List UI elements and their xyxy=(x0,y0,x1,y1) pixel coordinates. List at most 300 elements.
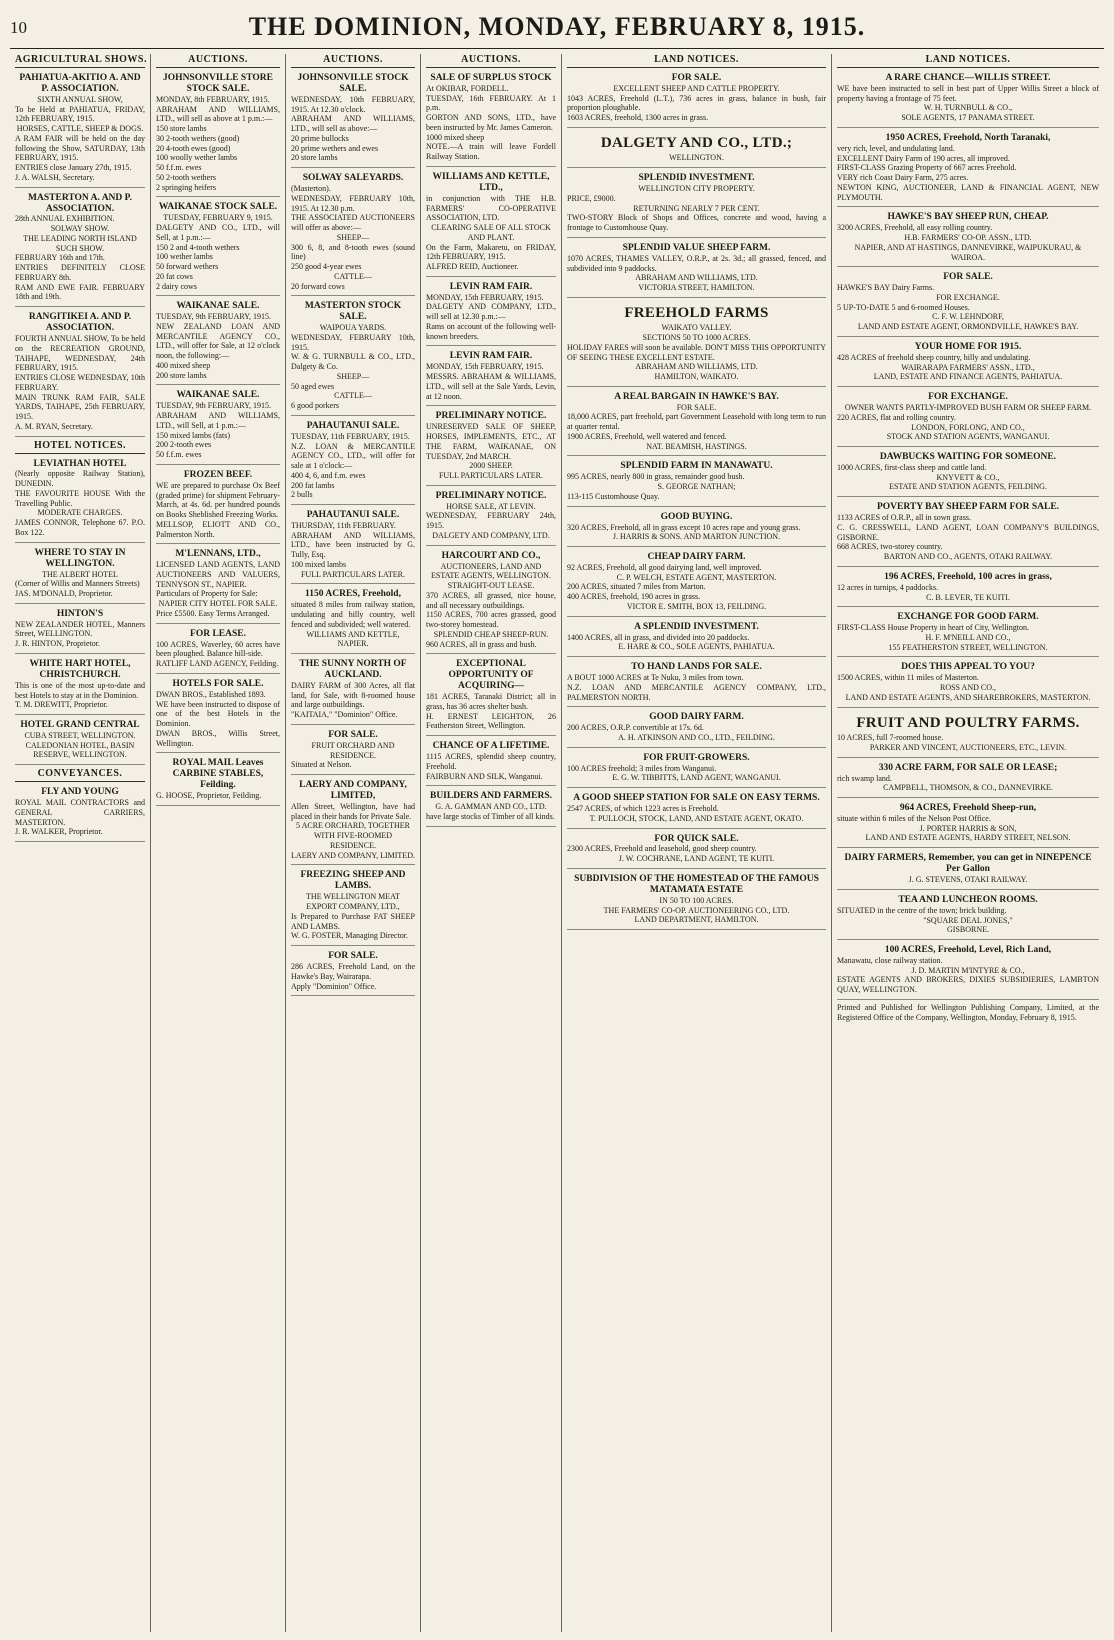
col5-ad xyxy=(567,241,826,298)
ad-title: EXCEPTIONAL OPPORTUNITY OF ACQUIRING— xyxy=(448,659,534,692)
ad-line: 668 ACRES, two-storey country. xyxy=(837,542,943,552)
column-3 xyxy=(286,54,421,1632)
ad-line: DALGETY AND COMPANY, LTD., will sell at 12.30 p.m.:— xyxy=(426,302,556,322)
ad-line: EXCELLENT Dairy Farm of 190 acres, all improved. xyxy=(837,153,1010,163)
ad-line: MESSRS. ABRAHAM & WILLIAMS, LTD., will sell at the Sale Yards, Levin, at 12 noon. xyxy=(426,372,556,401)
ad-line: J. D. MARTIN M'INTYRE & CO., xyxy=(911,965,1025,975)
col3-ad xyxy=(291,778,415,865)
ad-title: CHANCE OF A LIFETIME. xyxy=(432,741,550,752)
ad-line: 50 f.f.m. ewes xyxy=(156,450,202,460)
ad-line: CLEARING SALE OF ALL STOCK AND PLANT. xyxy=(431,223,551,242)
ad-line: (Corner of Willis and Manners Streets) xyxy=(15,579,140,589)
col3-ad xyxy=(291,868,415,946)
ad-line: STRAIGHT-OUT LEASE. xyxy=(447,581,535,591)
col2-ad xyxy=(156,547,280,623)
ad-line: G. HOOSE, Proprietor, Feilding. xyxy=(156,791,262,801)
ad-title: 1150 ACRES, Freehold, xyxy=(305,589,401,600)
ad-line: At OKIBAR, FORDELL. xyxy=(426,83,509,93)
ad-line: CATTLE— xyxy=(334,391,372,401)
col6-ad xyxy=(837,851,1099,890)
ad-line: CUBA STREET, WELLINGTON. xyxy=(24,730,136,740)
ad-line: DWAN BROS., Willis Street, Wellington. xyxy=(156,728,280,748)
ad-line: WE are prepared to purchase Ox Beef (graded prime) for shipment February-March, at 4s. 6d. per hundred pounds on Books Sheblished Freezing Works. xyxy=(156,480,280,520)
hotel-ad xyxy=(15,546,145,604)
ad-title: WAIKANAE STOCK SALE. xyxy=(158,202,278,213)
ad-line: WE have been instructed to dispose of one of the best Hotels in the Dominion. xyxy=(156,699,280,729)
col6-ad xyxy=(837,450,1099,497)
ad-line: SHEEP— xyxy=(336,371,370,381)
columns-container xyxy=(10,54,1104,1632)
ad-line: 428 ACRES of freehold sheep country, hilly and undulating. xyxy=(837,352,1031,362)
ad-line: 200 store lambs xyxy=(156,370,207,380)
ad-line: THE FAVOURITE HOUSE With the Travelling Public. xyxy=(15,488,145,508)
col6-ad xyxy=(837,801,1099,848)
ad-line: 200 fat lambs xyxy=(291,480,335,490)
ad-line: S. GEORGE NATHAN; xyxy=(657,482,736,492)
ad-title: FOR SALE. xyxy=(328,951,378,962)
col4-ad xyxy=(426,349,556,406)
ad-line: FOURTH ANNUAL SHOW, To be held on the RECREATION GROUND, TAIHAPE, WEDNESDAY, 24th FEBRUARY, 1915. xyxy=(15,334,145,373)
ad-title: WHERE TO STAY IN WELLINGTON. xyxy=(34,547,126,569)
ad-line: 20 prime bullocks xyxy=(291,133,349,143)
ad-title: MASTERTON STOCK SALE. xyxy=(304,301,402,323)
ad-line: ESTATE AGENTS AND BROKERS, DIXIES SUBSIDIERIES, LAMBTON QUAY, WELLINGTON. xyxy=(837,975,1099,995)
ad-line: 300 6, 8, and 8-tooth ewes (sound line) xyxy=(291,242,415,262)
ad-title: DALGETY AND CO., LTD.; xyxy=(600,134,793,151)
ad-line: ESTATE AND STATION AGENTS, FEILDING. xyxy=(889,482,1047,492)
ad-line: LAND AND ESTATE AGENTS, AND SHAREBROKERS, MASTERTON. xyxy=(845,692,1091,702)
ad-line: LAND, ESTATE AND FINANCE AGENTS, PAHIATUA. xyxy=(873,372,1063,382)
ad-line: Price £5500. Easy Terms Arranged. xyxy=(156,608,270,618)
column-5 xyxy=(562,54,832,1632)
ad-line: WELLINGTON CITY PROPERTY. xyxy=(638,184,755,194)
col3-ad xyxy=(291,587,415,654)
ad-line: FULL PARTICULARS LATER. xyxy=(438,471,544,481)
ad-line: 12 acres in turnips, 4 paddocks. xyxy=(837,582,939,592)
ad-title: PAHAUTANUI SALE. xyxy=(306,510,400,521)
col2-ad xyxy=(156,756,280,806)
masthead xyxy=(10,8,1104,49)
ad-line: ABRAHAM AND WILLIAMS, LTD., will sell as above at 1 p.m.:— xyxy=(156,104,280,124)
ad-line: EXCELLENT SHEEP AND CATTLE PROPERTY. xyxy=(613,83,780,93)
col6-ad xyxy=(837,711,1099,758)
ad-line: J. R. WALKER, Proprietor. xyxy=(15,827,103,837)
ad-line: 286 ACRES, Freehold Land, on the Hawke's Bay, Wairarapa. xyxy=(291,962,415,981)
ad-line: GISBORNE. xyxy=(946,925,989,935)
hotel-ad xyxy=(15,457,145,543)
col1-ad xyxy=(15,191,145,308)
col5-ad xyxy=(567,71,826,128)
ad-line: 2000 SHEEP. xyxy=(469,461,513,471)
col2-ad xyxy=(156,677,280,753)
col4-ad xyxy=(426,489,556,546)
ad-title: LAERY AND COMPANY, LIMITED, xyxy=(299,780,407,802)
ad-line: CAMPBELL, THOMSON, & CO., DANNEVIRKE. xyxy=(883,783,1053,793)
col5-ad xyxy=(567,390,826,457)
ad-line: THE LEADING NORTH ISLAND SUCH SHOW. xyxy=(23,233,137,253)
ad-line: FRUIT ORCHARD AND RESIDENCE. xyxy=(311,740,395,760)
ad-line: 50 forward wethers xyxy=(156,262,219,272)
ad-line: WEDNESDAY, FEBRUARY 24th, 1915. xyxy=(426,511,556,531)
ad-line: SOLE AGENTS, 17 PANAMA STREET. xyxy=(901,113,1035,123)
ad-line: 100 ACRES, Waverley, 60 acres have been ploughed. Balance hill-side. xyxy=(156,639,280,659)
ad-line: NOTE.—A train will leave Fordell Railway Station. xyxy=(426,142,556,162)
ad-line: LAND AND ESTATE AGENTS, HARDY STREET, NELSON. xyxy=(865,833,1071,843)
col3-ad xyxy=(291,71,415,168)
hotel-ad xyxy=(15,607,145,654)
col6-ad xyxy=(837,210,1099,267)
ad-line: VICTORIA STREET, HAMILTON. xyxy=(638,283,755,293)
ad-title: M'LENNANS, LTD., xyxy=(175,549,261,560)
ad-line: JAMES CONNOR, Telephone 67. P.O. Box 122. xyxy=(15,518,145,537)
ad-line: DALGETY AND CO., LTD., will Sell, at 1 p.m.:— xyxy=(156,223,280,242)
ad-line: 995 ACRES, nearly 800 in grass, remainder good bush. xyxy=(567,472,745,482)
ad-line: 320 ACRES, Freehold, all in grass except 10 acres rape and young grass. xyxy=(567,522,801,532)
ad-line: situate within 6 miles of the Nelson Post Office. xyxy=(837,813,991,823)
ad-line: 370 ACRES, all grassed, nice house, and all necessary outbuildings. xyxy=(426,590,556,610)
ad-line: Particulars of Property for Sale: xyxy=(156,589,258,599)
ad-line: RATLIFF LAND AGENCY, Feilding. xyxy=(156,659,279,669)
ad-line: J. PORTER HARRIS & SON, xyxy=(919,823,1017,833)
ad-line: ABRAHAM AND WILLIAMS, LTD., will sell as above:— xyxy=(291,114,415,134)
ad-line: WEDNESDAY, 10th FEBRUARY, 1915. At 12.30 o'clock. xyxy=(291,94,415,114)
ad-line: 150 mixed lambs (fats) xyxy=(156,430,230,440)
col5-ad xyxy=(567,131,826,168)
ad-line: DWAN BROS., Established 1893. xyxy=(156,689,266,699)
ad-line: Manawatu, close railway station. xyxy=(837,955,943,965)
ad-line: LAND DEPARTMENT, HAMILTON. xyxy=(634,915,759,925)
ad-line: in conjunction with THE H.B. FARMERS' CO-OPERATIVE ASSOCIATION, LTD. xyxy=(426,193,556,223)
ad-line: 200 ACRES, situated 7 miles from Marton. xyxy=(567,582,706,592)
ad-line: PARKER AND VINCENT, AUCTIONEERS, ETC., LEVIN. xyxy=(869,742,1067,752)
col5-ad xyxy=(567,550,826,617)
ad-line: GORTON AND SONS, LTD., have been instructed by Mr. James Cameron. xyxy=(426,113,556,132)
col5-ad xyxy=(567,660,826,707)
ad-line: situated 8 miles from railway station, undulating and hilly country, well fenced and subdivided; well watered. xyxy=(291,600,415,629)
ad-title: FOR FRUIT-GROWERS. xyxy=(643,752,750,763)
ad-title: HAWKE'S BAY SHEEP RUN, CHEAP. xyxy=(887,212,1049,223)
ad-line: 1500 ACRES, within 11 miles of Masterton. xyxy=(837,673,979,683)
ad-title: LEVIN RAM FAIR. xyxy=(449,281,533,292)
ad-line: BARTON AND CO., AGENTS, OTAKI RAILWAY. xyxy=(883,552,1053,562)
col4-ad xyxy=(426,409,556,485)
ad-line: A RAM FAIR will be held on the day following the Show, SATURDAY, 13th FEBRUARY, 1915. xyxy=(15,133,145,163)
ad-line: MELLSOP, ELIOTT AND CO., Palmerston North. xyxy=(156,519,280,539)
ad-line: This is one of the most up-to-date and best Hotels to stay at in the Dominion. xyxy=(15,680,145,700)
ad-line: THE WELLINGTON MEAT EXPORT COMPANY, LTD., xyxy=(306,892,400,912)
ad-title: FREEHOLD FARMS xyxy=(624,304,769,321)
ad-line: THE ASSOCIATED AUCTIONEERS will offer as above:— xyxy=(291,213,415,233)
ad-title: THE SUNNY NORTH OF AUCKLAND. xyxy=(299,659,407,681)
col5-ad xyxy=(567,791,826,828)
ad-line: ABRAHAM AND WILLIAMS, LTD., have been instructed by G. Tully, Esq. xyxy=(291,530,415,560)
ad-title: FLY AND YOUNG xyxy=(41,787,119,798)
ad-line: 1133 ACRES of O.R.P., all in sown grass. xyxy=(837,513,971,523)
ad-line: WEDNESDAY, FEBRUARY 10th, 1915. At 12.30 p.m. xyxy=(291,193,415,213)
ad-line: 100 ACRES freehold; 3 miles from Wanganui. xyxy=(567,763,717,773)
ad-title: SPLENDID INVESTMENT. xyxy=(638,173,755,184)
ad-line: MONDAY, 15th FEBRUARY, 1915. xyxy=(426,292,544,302)
col5-ad xyxy=(567,459,826,506)
ad-line: 181 ACRES, Taranaki District; all in grass, has 36 acres shelter bush. xyxy=(426,692,556,711)
ad-title: MASTERTON A. AND P. ASSOCIATION. xyxy=(28,192,132,214)
ad-title: 100 ACRES, Freehold, Level, Rich Land, xyxy=(884,945,1052,955)
col3-ad xyxy=(291,171,415,296)
ad-line: 1070 ACRES, THAMES VALLEY, O.R.P., at 2s. 3d.; all grassed, fenced, and subdivided into 9 paddocks. xyxy=(567,253,826,273)
ad-line: ABRAHAM AND WILLIAMS, LTD. xyxy=(635,273,758,283)
column-2 xyxy=(151,54,286,1632)
ad-title: DAWBUCKS WAITING FOR SOMEONE. xyxy=(879,452,1057,463)
ad-title: DAIRY FARMERS, Remember, you can get in NINEPENCE Per Gallon xyxy=(844,853,1092,875)
ad-line: 20 forward cows xyxy=(291,281,345,291)
col2-ad xyxy=(156,627,280,674)
ad-line: UNRESERVED SALE OF SHEEP, HORSES, IMPLEMENTS, ETC., AT THE FARM, WAIKANAE, ON TUESDAY, 2nd MARCH. xyxy=(426,422,556,461)
col5-ad xyxy=(567,710,826,747)
ad-line: WE have been instructed to sell in best part of Upper Willis Street a block of property having a frontage of 75 feet. xyxy=(837,83,1099,103)
ad-title: EXCHANGE FOR GOOD FARM. xyxy=(897,612,1039,623)
col2-ad xyxy=(156,299,280,385)
ad-title: JOHNSONVILLE STORE STOCK SALE. xyxy=(163,73,273,94)
ad-title: FOR SALE. xyxy=(671,73,722,83)
ad-line: 5 ACRE ORCHARD, TOGETHER WITH FIVE-ROOMED RESIDENCE. xyxy=(296,821,410,850)
ad-line: MAIN TRUNK RAM FAIR, SALE YARDS, TAIHAPE, 25th FEBRUARY, 1915. xyxy=(15,392,145,422)
ad-line: A. H. ATKINSON AND CO., LTD., FEILDING. xyxy=(618,732,775,742)
ad-line: ENTRIES DEFINITELY CLOSE FEBRUARY 8th. xyxy=(15,263,145,282)
ad-title: SOLWAY SALEYARDS. xyxy=(302,173,404,184)
ad-line: NEW ZEALAND LOAN AND MERCANTILE AGENCY CO., LTD., will offer for Sale, at 12 o'clock noon, the following:— xyxy=(156,321,280,361)
hotel-ad xyxy=(15,718,145,765)
ad-title: FOR QUICK SALE. xyxy=(654,833,739,844)
ad-line: Situated at Nelson. xyxy=(291,760,352,770)
ad-line: PRICE, £9000. xyxy=(567,193,616,203)
ad-line: 50 2-tooth wethers xyxy=(156,172,216,182)
col5-ad xyxy=(567,832,826,869)
ad-title: FOR SALE. xyxy=(328,729,378,740)
ad-line: 2 springing heifers xyxy=(156,182,216,192)
ad-line: FIRST-CLASS House Property in heart of City, Wellington. xyxy=(837,623,1029,633)
ad-line: ENTRIES close January 27th, 1915. xyxy=(15,163,132,173)
ad-line: 30 2-tooth wethers (good) xyxy=(156,133,240,143)
ad-line: NEWTON KING, AUCTIONEER, LAND & FINANCIAL AGENT, NEW PLYMOUTH. xyxy=(837,182,1099,202)
ad-title: PRELIMINARY NOTICE. xyxy=(435,490,547,501)
ad-line: ENTRIES CLOSE WEDNESDAY, 10th FEBRUARY. xyxy=(15,373,145,392)
column-heading: AUCTIONS. xyxy=(426,54,556,68)
ad-line: 28th ANNUAL EXHIBITION. xyxy=(15,214,115,224)
ad-line: ROYAL MAIL CONTRACTORS and GENERAL CARRIERS, MASTERTON. xyxy=(15,798,145,827)
col6-ad xyxy=(837,943,1099,1000)
ad-line: TWO-STORY Block of Shops and Offices, concrete and wood, having a frontage to Customhouse Quay. xyxy=(567,213,826,233)
ad-line: HORSES, CATTLE, SHEEP & DOGS. xyxy=(16,124,144,134)
ad-line: Allen Street, Wellington, have had placed in their hands for Private Sale. xyxy=(291,801,415,821)
ad-line: C. P. WELCH, ESTATE AGENT, MASTERTON. xyxy=(616,572,777,582)
ad-line: WILLIAMS AND KETTLE, NAPIER. xyxy=(306,629,400,649)
ad-line: E. G. W. TIBBITTS, LAND AGENT, WANGANUI. xyxy=(612,773,781,783)
ad-line: 1115 ACRES, splendid sheep country, Freehold. xyxy=(426,752,556,771)
ad-line: 50 f.f.m. ewes xyxy=(156,163,202,173)
ad-line: 100 mixed lambs xyxy=(291,559,347,569)
ad-line: have large stocks of Timber of all kinds. xyxy=(426,811,555,821)
col4-ad xyxy=(426,170,556,277)
ad-title: HARCOURT AND CO., xyxy=(441,550,541,561)
ad-title: TO HAND LANDS FOR SALE. xyxy=(631,662,762,673)
ad-title: 1950 ACRES, Freehold, North Taranaki, xyxy=(885,132,1051,143)
col2-ad xyxy=(156,200,280,296)
ad-line: FOR EXCHANGE. xyxy=(936,292,1000,302)
ad-line: CATTLE— xyxy=(334,271,372,281)
column-heading: AUCTIONS. xyxy=(291,54,415,68)
newspaper-title: THE DOMINION, MONDAY, FEBRUARY 8, 1915. xyxy=(248,12,866,41)
ad-line: "SQUARE DEAL JONES," xyxy=(923,915,1013,925)
ad-title: A GOOD SHEEP STATION FOR SALE ON EASY TERMS. xyxy=(573,793,820,804)
ad-line: WAIKATO VALLEY. xyxy=(661,323,732,333)
ad-title: FOR EXCHANGE. xyxy=(928,392,1008,403)
ad-line: 113-115 Customhouse Quay. xyxy=(567,491,660,501)
ad-title: FREEZING SHEEP AND LAMBS. xyxy=(300,870,406,892)
ad-title: TEA AND LUNCHEON ROOMS. xyxy=(898,894,1038,905)
col3-ad xyxy=(291,728,415,775)
ad-line: 400 4, 6, and f.m. ewes xyxy=(291,470,366,480)
ad-line: FIRST-CLASS Grazing Property of 667 acres Freehold. xyxy=(837,163,1017,173)
ad-line: OWNER WANTS PARTLY-IMPROVED BUSH FARM OR SHEEP FARM. xyxy=(844,403,1092,413)
ad-line: HAWKE'S BAY Dairy Farms. xyxy=(837,283,935,293)
ad-title: HINTON'S xyxy=(56,608,104,619)
ad-line: LICENSED LAND AGENTS, LAND AUCTIONEERS AND VALUERS, TENNYSON ST., NAPIER. xyxy=(156,560,280,589)
col6-ad xyxy=(837,660,1099,707)
ad-line: RAM AND EWE FAIR. FEBRUARY 18th and 19th. xyxy=(15,282,145,302)
ad-line: W. G. FOSTER, Managing Director. xyxy=(291,931,409,941)
ad-title: FRUIT AND POULTRY FARMS. xyxy=(856,714,1080,731)
col3-ad xyxy=(291,949,415,996)
ad-line: 5 UP-TO-DATE 5 and 6-roomed Houses. xyxy=(837,302,970,312)
ad-title: WHITE HART HOTEL, CHRISTCHURCH. xyxy=(29,658,131,680)
col5-ad xyxy=(567,751,826,788)
conveyance-ad xyxy=(15,785,145,842)
column-heading: LAND NOTICES. xyxy=(567,54,826,68)
ad-line: 2 dairy cows xyxy=(156,281,197,291)
newspaper-page xyxy=(10,8,1104,1632)
ad-line: 220 ACRES, flat and rolling country. xyxy=(837,412,956,422)
col6-ad xyxy=(837,340,1099,387)
ad-title: A REAL BARGAIN IN HAWKE'S BAY. xyxy=(614,391,779,402)
ad-line: A. M. RYAN, Secretary. xyxy=(15,421,93,431)
ad-line: J. HARRIS & SONS. AND MARTON JUNCTION. xyxy=(612,532,781,542)
ad-title: POVERTY BAY SHEEP FARM FOR SALE. xyxy=(876,502,1060,513)
ad-line: To be Held at PAHIATUA, FRIDAY, 12th FEBRUARY, 1915. xyxy=(15,104,145,124)
ad-line: J. G. STEVENS, OTAKI RAILWAY. xyxy=(908,875,1028,885)
ad-line: (Nearly opposite Railway Station), DUNEDIN. xyxy=(15,469,145,489)
ad-line: AUCTIONEERS, LAND AND ESTATE AGENTS, WELLINGTON. xyxy=(431,561,551,581)
ad-line: 10 ACRES, full 7-roomed house. xyxy=(837,733,944,743)
ad-line: 6 good porkers xyxy=(291,401,339,411)
col2-ad xyxy=(156,388,280,464)
col4-ad xyxy=(426,549,556,655)
ad-line: "KAITAIA," "Dominion" Office. xyxy=(291,710,398,720)
ad-line: J. A. WALSH, Secretary. xyxy=(15,172,95,182)
ad-title: LEVIATHAN HOTEL xyxy=(33,458,127,469)
ad-line: DAIRY FARM of 300 Acres, all flat land, for Sale, with 8-roomed house and large outbuildings. xyxy=(291,680,415,710)
ad-title: FOR SALE. xyxy=(943,272,993,283)
ad-line: WELLINGTON. xyxy=(669,153,724,163)
ad-line: T. M. DREWITT, Proprietor. xyxy=(15,700,108,710)
ad-line: LONDON, FORLONG, AND CO., xyxy=(911,422,1025,432)
col6-ad xyxy=(837,131,1099,207)
ad-line: MONDAY, 15th FEBRUARY, 1915. xyxy=(426,362,544,372)
ad-line: WAIRARAPA FARMERS' ASSN., LTD., xyxy=(901,362,1035,372)
ad-line: 2 bulls xyxy=(291,490,313,500)
ad-line: JAS. M'DONALD, Proprietor. xyxy=(15,589,113,599)
ad-line: DALGETY AND COMPANY, LTD. xyxy=(432,530,550,540)
col3-ad xyxy=(291,419,415,505)
col3-ad xyxy=(291,657,415,725)
ad-line: 1900 ACRES, Freehold, well watered and fenced. xyxy=(567,431,727,441)
ad-line: NAPIER, AND AT HASTINGS, DANNEVIRKE, WAIPUKURAU, & WAIROA. xyxy=(854,242,1082,262)
ad-line: THURSDAY, 11th FEBRUARY. xyxy=(291,520,396,530)
ad-line: 20 prime wethers and ewes xyxy=(291,143,379,153)
ad-title: PRELIMINARY NOTICE. xyxy=(435,411,547,422)
ad-line: TUESDAY, 16th FEBRUARY. At 1 p.m. xyxy=(426,93,556,113)
ad-line: Rams on account of the following well-known breeders. xyxy=(426,321,556,341)
col5-ad xyxy=(567,301,826,387)
ad-title: SPLENDID VALUE SHEEP FARM. xyxy=(622,242,771,253)
ad-line: KNYVETT & CO., xyxy=(936,472,1000,482)
ad-line: SOLWAY SHOW. xyxy=(50,224,110,234)
ad-line: On the Farm, Makaretu, on FRIDAY, 12th FEBRUARY, 1915. xyxy=(426,242,556,262)
col5-ad xyxy=(567,510,826,547)
ad-line: 200 2-tooth ewes xyxy=(156,440,212,450)
ad-line: WEDNESDAY, FEBRUARY 10th, 1915. xyxy=(291,332,415,352)
ad-line: THE ALBERT HOTEL xyxy=(42,569,118,579)
col5-ad xyxy=(567,171,826,238)
ad-title: YOUR HOME FOR 1915. xyxy=(914,341,1022,352)
ad-title: RANGITIKEI A. AND P. ASSOCIATION. xyxy=(28,312,132,334)
col4-ad xyxy=(426,280,556,347)
ad-line: C. B. LEVER, TE KUITI. xyxy=(926,592,1010,602)
col6-ad xyxy=(837,71,1099,128)
ad-title: PAHIATUA-AKITIO A. AND P. ASSOCIATION. xyxy=(19,73,141,94)
ad-line: 150 store lambs xyxy=(156,124,207,134)
ad-line: MODERATE CHARGES. xyxy=(37,508,123,518)
ad-line: 1000 ACRES, first-class sheep and cattle land. xyxy=(837,462,987,472)
ad-title: A RARE CHANCE—WILLIS STREET. xyxy=(885,73,1051,83)
ad-title: LEVIN RAM FAIR. xyxy=(449,351,533,362)
col1-ad xyxy=(15,310,145,436)
ad-line: 20 4-tooth ewes (good) xyxy=(156,143,231,153)
ad-line: IN 50 TO 100 ACRES. xyxy=(659,895,734,905)
ad-line: FEBRUARY 16th and 17th. xyxy=(15,253,105,263)
ad-title: ROYAL MAIL Leaves CARBINE STABLES, Feilding. xyxy=(172,758,264,791)
column-heading: AGRICULTURAL SHOWS. xyxy=(15,54,145,68)
section-heading: CONVEYANCES. xyxy=(15,768,145,782)
ad-line: NEW ZEALANDER HOTEL, Manners Street, WELLINGTON. xyxy=(15,619,145,639)
col5-ad xyxy=(567,620,826,657)
ad-line: SECTIONS 50 TO 1000 ACRES. xyxy=(642,333,751,343)
ad-line: 1603 ACRES, freehold, 1300 acres in grass. xyxy=(567,113,709,123)
column-heading: LAND NOTICES. xyxy=(837,54,1099,68)
ad-line: N.Z. LOAN AND MERCANTILE AGENCY COMPANY, LTD., PALMERSTON NORTH. xyxy=(567,682,826,702)
ad-line: W. H. TURNBULL & CO., xyxy=(923,103,1013,113)
ad-line: FULL PARTICULARS LATER. xyxy=(300,569,406,579)
hotel-ad xyxy=(15,657,145,715)
ad-line: 155 FEATHERSTON STREET, WELLINGTON. xyxy=(888,642,1048,652)
ad-line: J. W. COCHRANE, LAND AGENT, TE KUITI. xyxy=(618,854,775,864)
ad-title: GOOD BUYING. xyxy=(660,511,733,522)
ad-line: 20 fat cows xyxy=(156,271,193,281)
ad-line: SIXTH ANNUAL SHOW, xyxy=(37,94,123,104)
ad-line: SHEEP— xyxy=(336,232,370,242)
ad-title: 196 ACRES, Freehold, 100 acres in grass, xyxy=(884,571,1052,582)
ad-line: (Masterton). xyxy=(291,184,331,194)
ad-line: H.B. FARMERS' CO-OP. ASSN., LTD. xyxy=(904,233,1032,243)
